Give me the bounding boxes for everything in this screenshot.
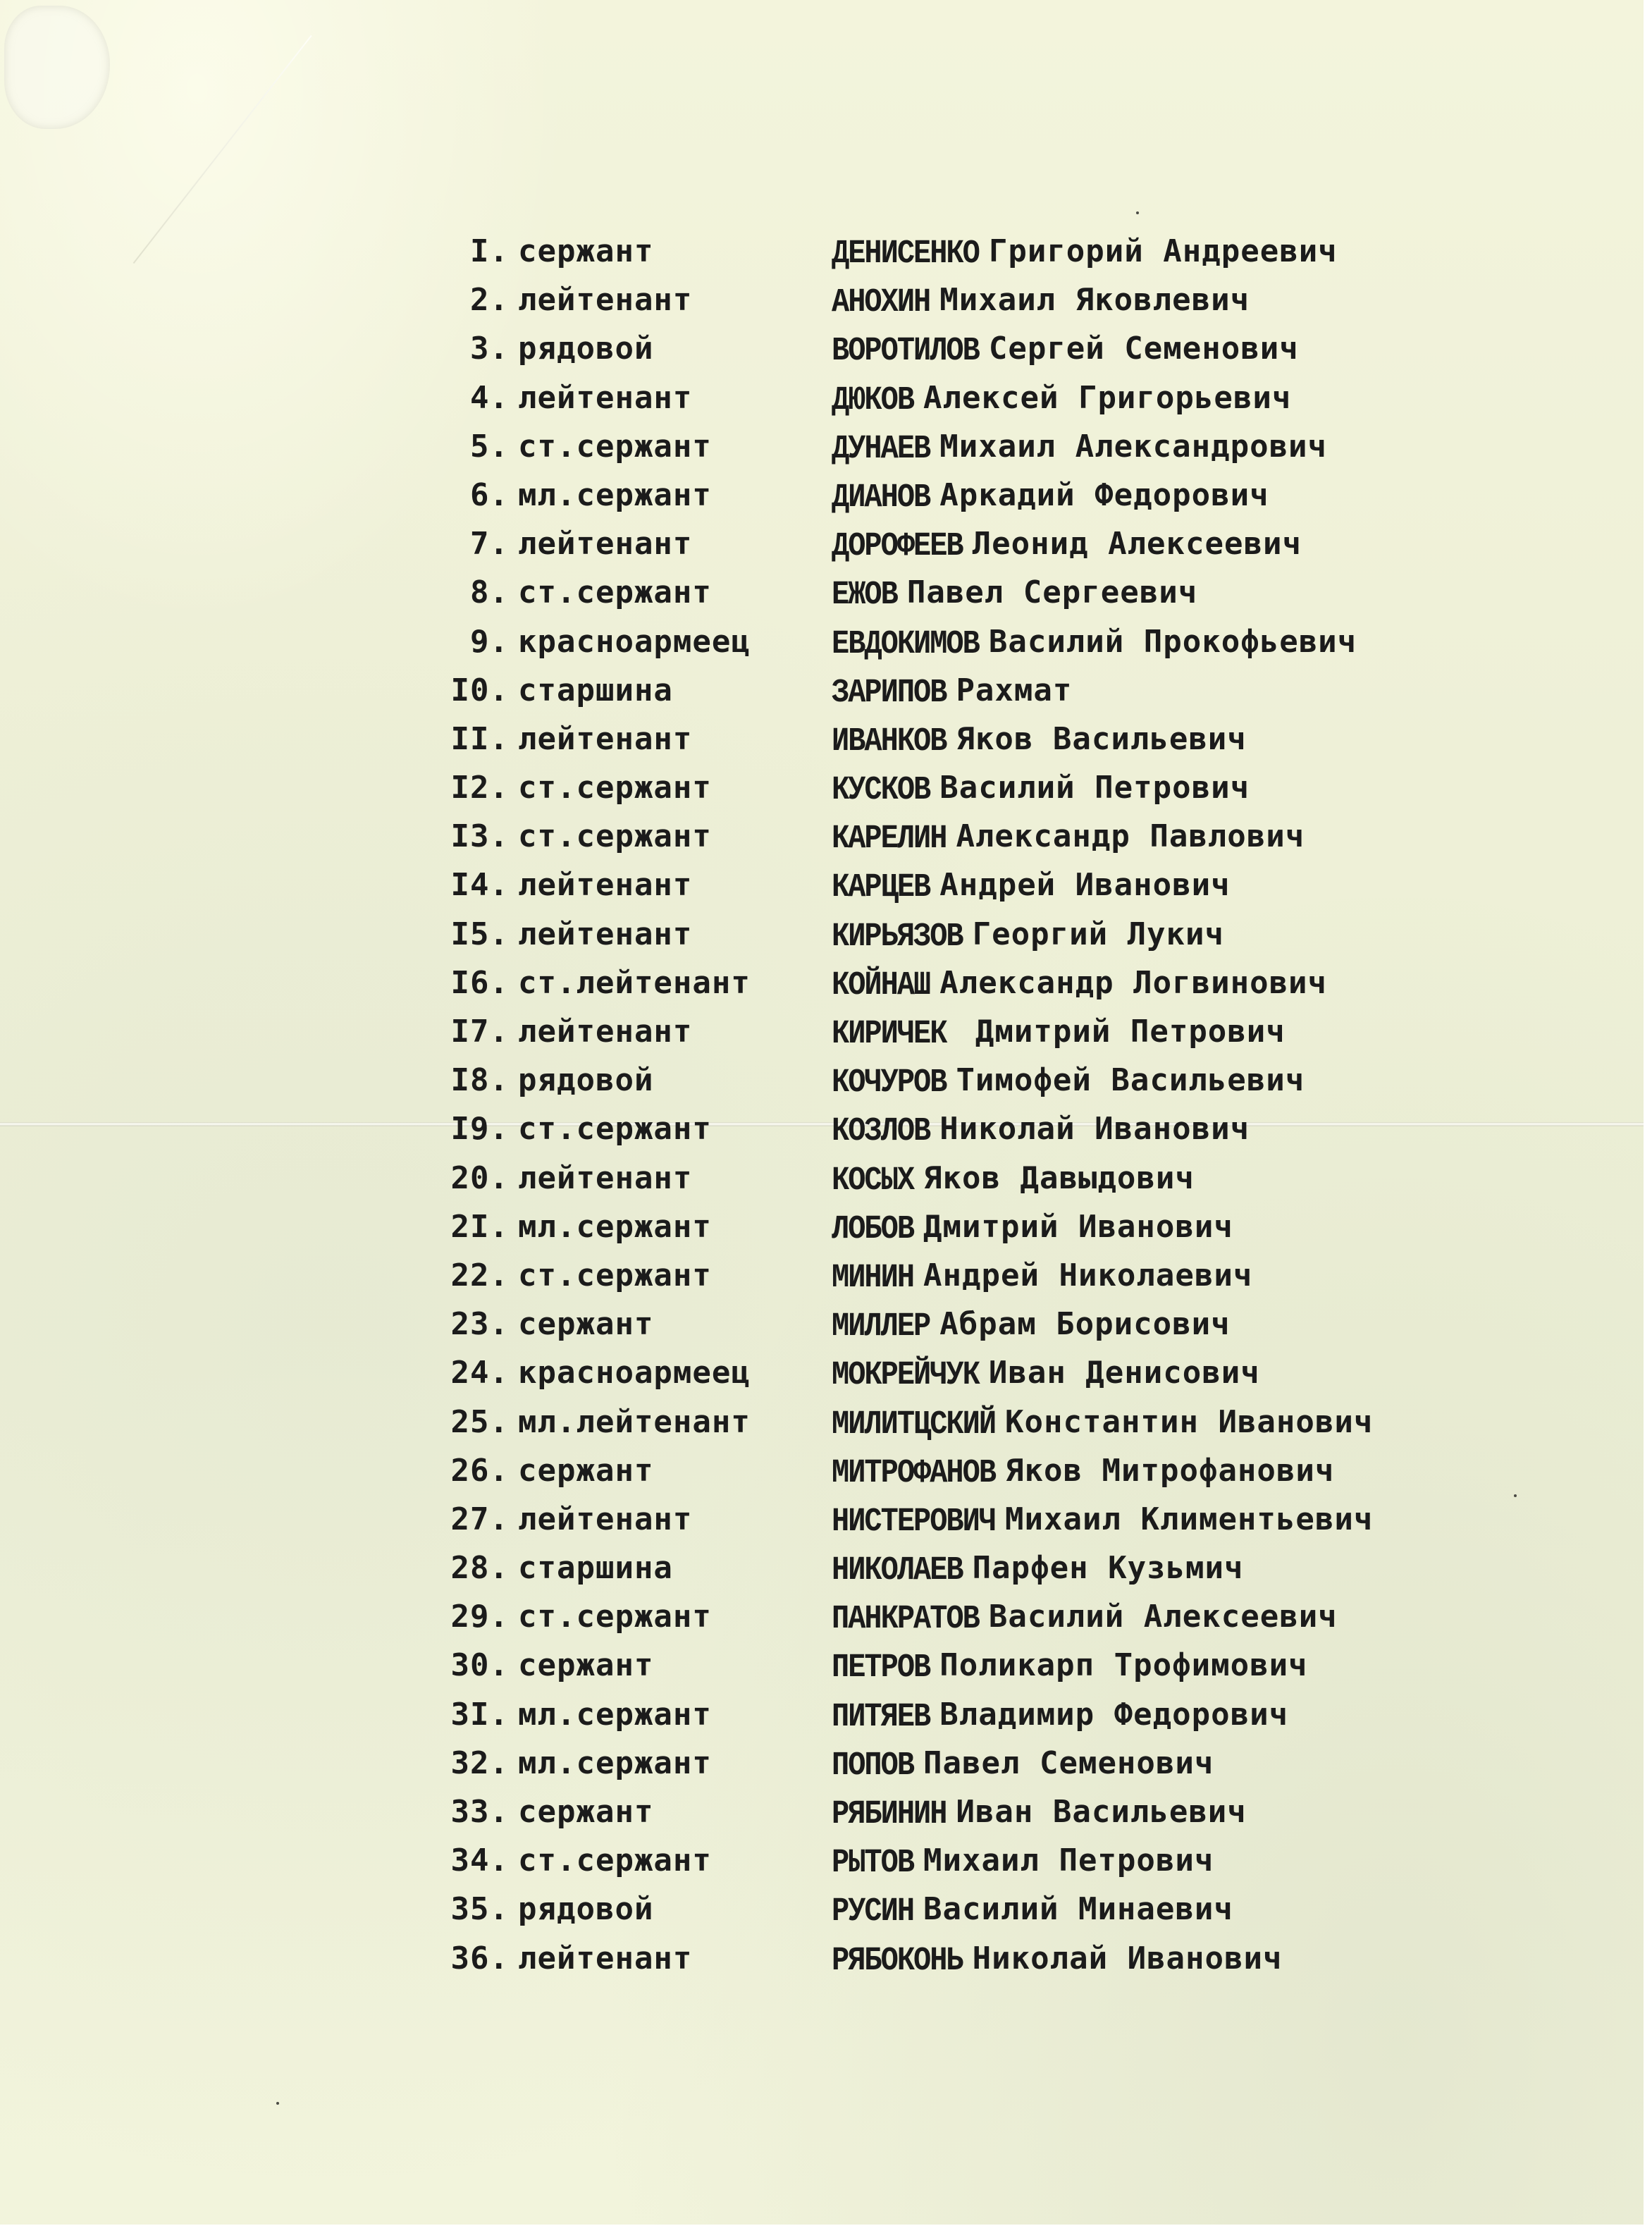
entry-given-names: Дмитрий Петрович <box>956 1014 1286 1050</box>
entry-number: I6. <box>450 964 509 1001</box>
list-entry <box>0 910 1644 959</box>
entry-full-name <box>832 519 1302 571</box>
entry-given-names: Аркадий Федорович <box>939 476 1269 513</box>
entry-full-name <box>832 617 1357 669</box>
entry-rank: рядовой <box>518 1062 654 1099</box>
entry-number: 3I. <box>450 1696 509 1733</box>
entry-surname: ИВАНКОВ <box>832 722 947 761</box>
entry-surname: ПИТЯЕВ <box>832 1697 930 1736</box>
entry-surname: РЯБИНИН <box>832 1795 947 1833</box>
list-entry <box>0 1836 1644 1885</box>
entry-full-name <box>832 1300 1231 1351</box>
entry-surname: ЗАРИПОВ <box>832 673 947 712</box>
entry-rank: лейтенант <box>518 867 693 904</box>
entry-given-names: Александр Павлович <box>956 818 1305 855</box>
entry-rank: сержант <box>518 1647 654 1684</box>
entry-surname: МИЛЛЕР <box>832 1308 930 1346</box>
entry-full-name <box>832 812 1305 863</box>
entry-number: 23. <box>450 1306 509 1343</box>
entry-rank: мл.сержант <box>518 1696 712 1733</box>
list-entry <box>0 1105 1644 1153</box>
entry-number: 2. <box>470 282 509 319</box>
entry-number: I4. <box>450 867 509 904</box>
entry-number: 27. <box>450 1501 509 1537</box>
entry-surname: АНОХИН <box>832 283 930 321</box>
entry-full-name <box>832 1056 1305 1107</box>
list-entry <box>0 1446 1644 1495</box>
entry-number: I8. <box>450 1062 509 1099</box>
entry-number: 20. <box>450 1159 509 1196</box>
list-entry <box>0 471 1644 519</box>
entry-given-names: Яков Васильевич <box>956 720 1247 757</box>
entry-given-names: Павел Семенович <box>923 1745 1214 1781</box>
entry-full-name <box>832 715 1247 766</box>
entry-rank: лейтенант <box>518 1014 693 1050</box>
entry-surname: КИРИЧЕК <box>832 1015 947 1053</box>
entry-surname: КОСЫХ <box>832 1161 914 1200</box>
entry-number: 28. <box>450 1550 509 1587</box>
entry-given-names: Андрей Николаевич <box>923 1257 1253 1293</box>
entry-given-names: Константин Иванович <box>1005 1403 1374 1440</box>
entry-number: 2I. <box>450 1208 509 1245</box>
entry-rank: ст.сержант <box>518 818 712 855</box>
entry-surname: КУСКОВ <box>832 771 930 809</box>
entry-surname: ПОПОВ <box>832 1746 914 1785</box>
list-entry <box>0 1202 1644 1251</box>
entry-given-names: Михаил Климентьевич <box>1005 1501 1374 1537</box>
list-entry <box>0 1056 1644 1105</box>
entry-surname: НИСТЕРОВИЧ <box>832 1502 996 1541</box>
list-entry <box>0 666 1644 715</box>
entry-number: I3. <box>450 818 509 855</box>
list-entry <box>0 1154 1644 1202</box>
entry-number: 32. <box>450 1745 509 1781</box>
entry-given-names: Дмитрий Иванович <box>923 1208 1233 1245</box>
entry-rank: ст.сержант <box>518 574 712 611</box>
list-entry <box>0 1251 1644 1300</box>
entry-number: 24. <box>450 1355 509 1391</box>
entry-full-name <box>832 1398 1373 1449</box>
entry-surname: ДЮКОВ <box>832 381 914 419</box>
entry-surname: КОЙНАШ <box>832 966 930 1004</box>
entry-rank: ст.сержант <box>518 1843 712 1879</box>
entry-rank: лейтенант <box>518 1501 693 1537</box>
list-entry <box>0 1885 1644 1933</box>
entry-rank: лейтенант <box>518 916 693 952</box>
entry-rank: сержант <box>518 233 654 269</box>
list-entry <box>0 227 1644 276</box>
entry-number: 29. <box>450 1599 509 1635</box>
entry-rank: ст.сержант <box>518 1599 712 1635</box>
entry-surname: РЫТОВ <box>832 1844 914 1882</box>
entry-number: I0. <box>450 672 509 708</box>
entry-given-names: Павел Сергеевич <box>906 574 1198 611</box>
entry-given-names: Тимофей Васильевич <box>956 1062 1305 1099</box>
entry-given-names: Михаил Петрович <box>923 1843 1214 1879</box>
entry-rank: красноармеец <box>518 623 751 660</box>
ink-speck <box>1136 211 1139 214</box>
entry-number: 9. <box>470 623 509 660</box>
entry-rank: лейтенант <box>518 282 693 319</box>
list-entry <box>0 568 1644 617</box>
entry-rank: старшина <box>518 1550 673 1587</box>
entry-full-name <box>832 1641 1308 1692</box>
entry-number: 26. <box>450 1452 509 1489</box>
entry-surname: ПЕТРОВ <box>832 1649 930 1687</box>
entry-number: 6. <box>470 476 509 513</box>
entry-rank: старшина <box>518 672 673 708</box>
list-entry <box>0 1934 1644 1983</box>
entry-number: I. <box>470 233 509 269</box>
list-entry <box>0 1592 1644 1641</box>
entry-surname: РЯБОКОНЬ <box>832 1941 963 1980</box>
entry-number: I5. <box>450 916 509 952</box>
entry-given-names: Андрей Иванович <box>939 867 1231 904</box>
entry-surname: ЕЖОВ <box>832 576 897 615</box>
entry-full-name <box>832 666 1072 718</box>
entry-given-names: Григорий Андреевич <box>988 233 1338 269</box>
entry-given-names: Василий Алексеевич <box>988 1599 1338 1635</box>
list-entry <box>0 617 1644 666</box>
entry-number: 4. <box>470 379 509 416</box>
entry-given-names: Яков Митрофанович <box>1005 1452 1335 1489</box>
entry-rank: мл.лейтенант <box>518 1403 751 1440</box>
list-entry <box>0 1495 1644 1544</box>
entry-number: 5. <box>470 428 509 465</box>
entry-number: 8. <box>470 574 509 611</box>
entry-surname: КОЗЛОВ <box>832 1112 930 1151</box>
entry-given-names: Иван Васильевич <box>956 1794 1247 1830</box>
entry-surname: ДИАНОВ <box>832 478 930 517</box>
entry-full-name <box>832 1788 1247 1839</box>
entry-number: 22. <box>450 1257 509 1293</box>
list-entry <box>0 1398 1644 1446</box>
entry-given-names: Василий Минаевич <box>923 1891 1233 1928</box>
entry-rank: рядовой <box>518 331 654 367</box>
entry-surname: НИКОЛАЕВ <box>832 1551 963 1589</box>
entry-rank: сержант <box>518 1794 654 1830</box>
entry-surname: КАРЦЕВ <box>832 868 930 907</box>
entry-rank: лейтенант <box>518 1940 693 1976</box>
personnel-list <box>0 227 1644 1983</box>
list-entry <box>0 959 1644 1007</box>
entry-full-name <box>832 374 1291 425</box>
entry-surname: МИЛИТЦСКИЙ <box>832 1405 996 1444</box>
entry-surname: ЛОБОВ <box>832 1210 914 1248</box>
list-entry <box>0 1739 1644 1788</box>
entry-full-name <box>832 1934 1282 1986</box>
entry-number: 36. <box>450 1940 509 1976</box>
entry-surname: КОЧУРОВ <box>832 1064 947 1102</box>
entry-full-name <box>832 1202 1233 1254</box>
entry-full-name <box>832 1154 1195 1205</box>
entry-given-names: Иван Денисович <box>988 1355 1260 1391</box>
entry-number: II. <box>450 720 509 757</box>
entry-full-name <box>832 1690 1288 1742</box>
entry-rank: ст.сержант <box>518 1257 712 1293</box>
entry-full-name <box>832 324 1299 376</box>
entry-given-names: Николай Иванович <box>939 1111 1250 1148</box>
entry-full-name <box>832 1251 1252 1303</box>
entry-full-name <box>832 471 1269 522</box>
entry-number: 34. <box>450 1843 509 1879</box>
entry-full-name <box>832 1446 1334 1498</box>
entry-surname: КИРЬЯЗОВ <box>832 917 963 956</box>
entry-given-names: Николай Иванович <box>972 1940 1283 1976</box>
entry-number: 35. <box>450 1891 509 1928</box>
entry-surname: КАРЕЛИН <box>832 820 947 859</box>
entry-given-names: Василий Петрович <box>939 770 1250 806</box>
corner-wear-mark <box>4 6 110 129</box>
entry-surname: ВОРОТИЛОВ <box>832 332 979 371</box>
entry-rank: лейтенант <box>518 720 693 757</box>
entry-given-names: Владимир Федорович <box>939 1696 1289 1733</box>
entry-given-names: Михаил Александрович <box>939 428 1328 465</box>
entry-full-name <box>832 1885 1233 1936</box>
entry-number: I9. <box>450 1111 509 1148</box>
entry-given-names: Василий Прокофьевич <box>988 623 1357 660</box>
list-entry <box>0 1641 1644 1690</box>
entry-full-name <box>832 1836 1214 1888</box>
list-entry <box>0 1007 1644 1056</box>
entry-rank: ст.сержант <box>518 428 712 465</box>
list-entry <box>0 374 1644 422</box>
list-entry <box>0 763 1644 812</box>
entry-surname: ЕВДОКИМОВ <box>832 625 979 663</box>
entry-given-names: Рахмат <box>956 672 1073 708</box>
list-entry <box>0 1348 1644 1397</box>
entry-rank: ст.лейтенант <box>518 964 751 1001</box>
entry-full-name <box>832 1592 1338 1644</box>
entry-rank: лейтенант <box>518 1159 693 1196</box>
list-entry <box>0 1690 1644 1739</box>
entry-surname: МОКРЕЙЧУК <box>832 1356 979 1395</box>
entry-number: 30. <box>450 1647 509 1684</box>
entry-surname: МИНИН <box>832 1258 914 1297</box>
list-entry <box>0 324 1644 373</box>
entry-number: 33. <box>450 1794 509 1830</box>
entry-full-name <box>832 910 1224 961</box>
entry-full-name <box>832 1105 1250 1156</box>
list-entry <box>0 1544 1644 1592</box>
entry-full-name <box>832 959 1327 1010</box>
entry-surname: ДОРОФЕЕВ <box>832 527 963 565</box>
entry-rank: рядовой <box>518 1891 654 1928</box>
list-entry <box>0 812 1644 861</box>
list-entry <box>0 1300 1644 1348</box>
entry-rank: сержант <box>518 1452 654 1489</box>
list-entry <box>0 276 1644 324</box>
entry-rank: сержант <box>518 1306 654 1343</box>
entry-given-names: Александр Логвинович <box>939 964 1328 1001</box>
entry-given-names: Георгий Лукич <box>972 916 1225 952</box>
entry-full-name <box>832 227 1338 278</box>
entry-given-names: Сергей Семенович <box>988 331 1299 367</box>
list-entry <box>0 1788 1644 1836</box>
entry-rank: ст.сержант <box>518 770 712 806</box>
entry-surname: МИТРОФАНОВ <box>832 1453 996 1492</box>
entry-full-name <box>832 568 1197 620</box>
entry-surname: ДУНАЕВ <box>832 429 930 468</box>
entry-given-names: Михаил Яковлевич <box>939 282 1250 319</box>
entry-given-names: Алексей Григорьевич <box>923 379 1292 416</box>
entry-full-name <box>832 1544 1244 1595</box>
entry-surname: ДЕНИСЕНКО <box>832 235 979 273</box>
entry-number: 25. <box>450 1403 509 1440</box>
entry-given-names: Абрам Борисович <box>939 1306 1231 1343</box>
entry-number: I7. <box>450 1014 509 1050</box>
entry-given-names: Парфен Кузьмич <box>972 1550 1244 1587</box>
entry-given-names: Леонид Алексеевич <box>972 526 1302 562</box>
entry-full-name <box>832 1739 1214 1790</box>
entry-rank: ст.сержант <box>518 1111 712 1148</box>
list-entry <box>0 422 1644 471</box>
list-entry <box>0 519 1644 568</box>
entry-given-names: Яков Давыдович <box>923 1159 1195 1196</box>
entry-surname: РУСИН <box>832 1893 914 1931</box>
entry-rank: мл.сержант <box>518 1745 712 1781</box>
entry-surname: ПАНКРАТОВ <box>832 1600 979 1639</box>
entry-full-name <box>832 1007 1286 1059</box>
entry-full-name <box>832 422 1327 474</box>
entry-full-name <box>832 1495 1373 1546</box>
entry-full-name <box>832 276 1250 327</box>
entry-rank: мл.сержант <box>518 476 712 513</box>
entry-number: 3. <box>470 331 509 367</box>
entry-given-names: Поликарп Трофимович <box>939 1647 1308 1684</box>
entry-full-name <box>832 861 1231 912</box>
list-entry <box>0 861 1644 909</box>
list-entry <box>0 715 1644 763</box>
entry-rank: лейтенант <box>518 379 693 416</box>
entry-rank: красноармеец <box>518 1355 751 1391</box>
entry-number: 7. <box>470 526 509 562</box>
entry-rank: мл.сержант <box>518 1208 712 1245</box>
entry-number: I2. <box>450 770 509 806</box>
ink-speck <box>276 2102 279 2105</box>
entry-full-name <box>832 1348 1260 1400</box>
entry-full-name <box>832 763 1250 815</box>
entry-rank: лейтенант <box>518 526 693 562</box>
